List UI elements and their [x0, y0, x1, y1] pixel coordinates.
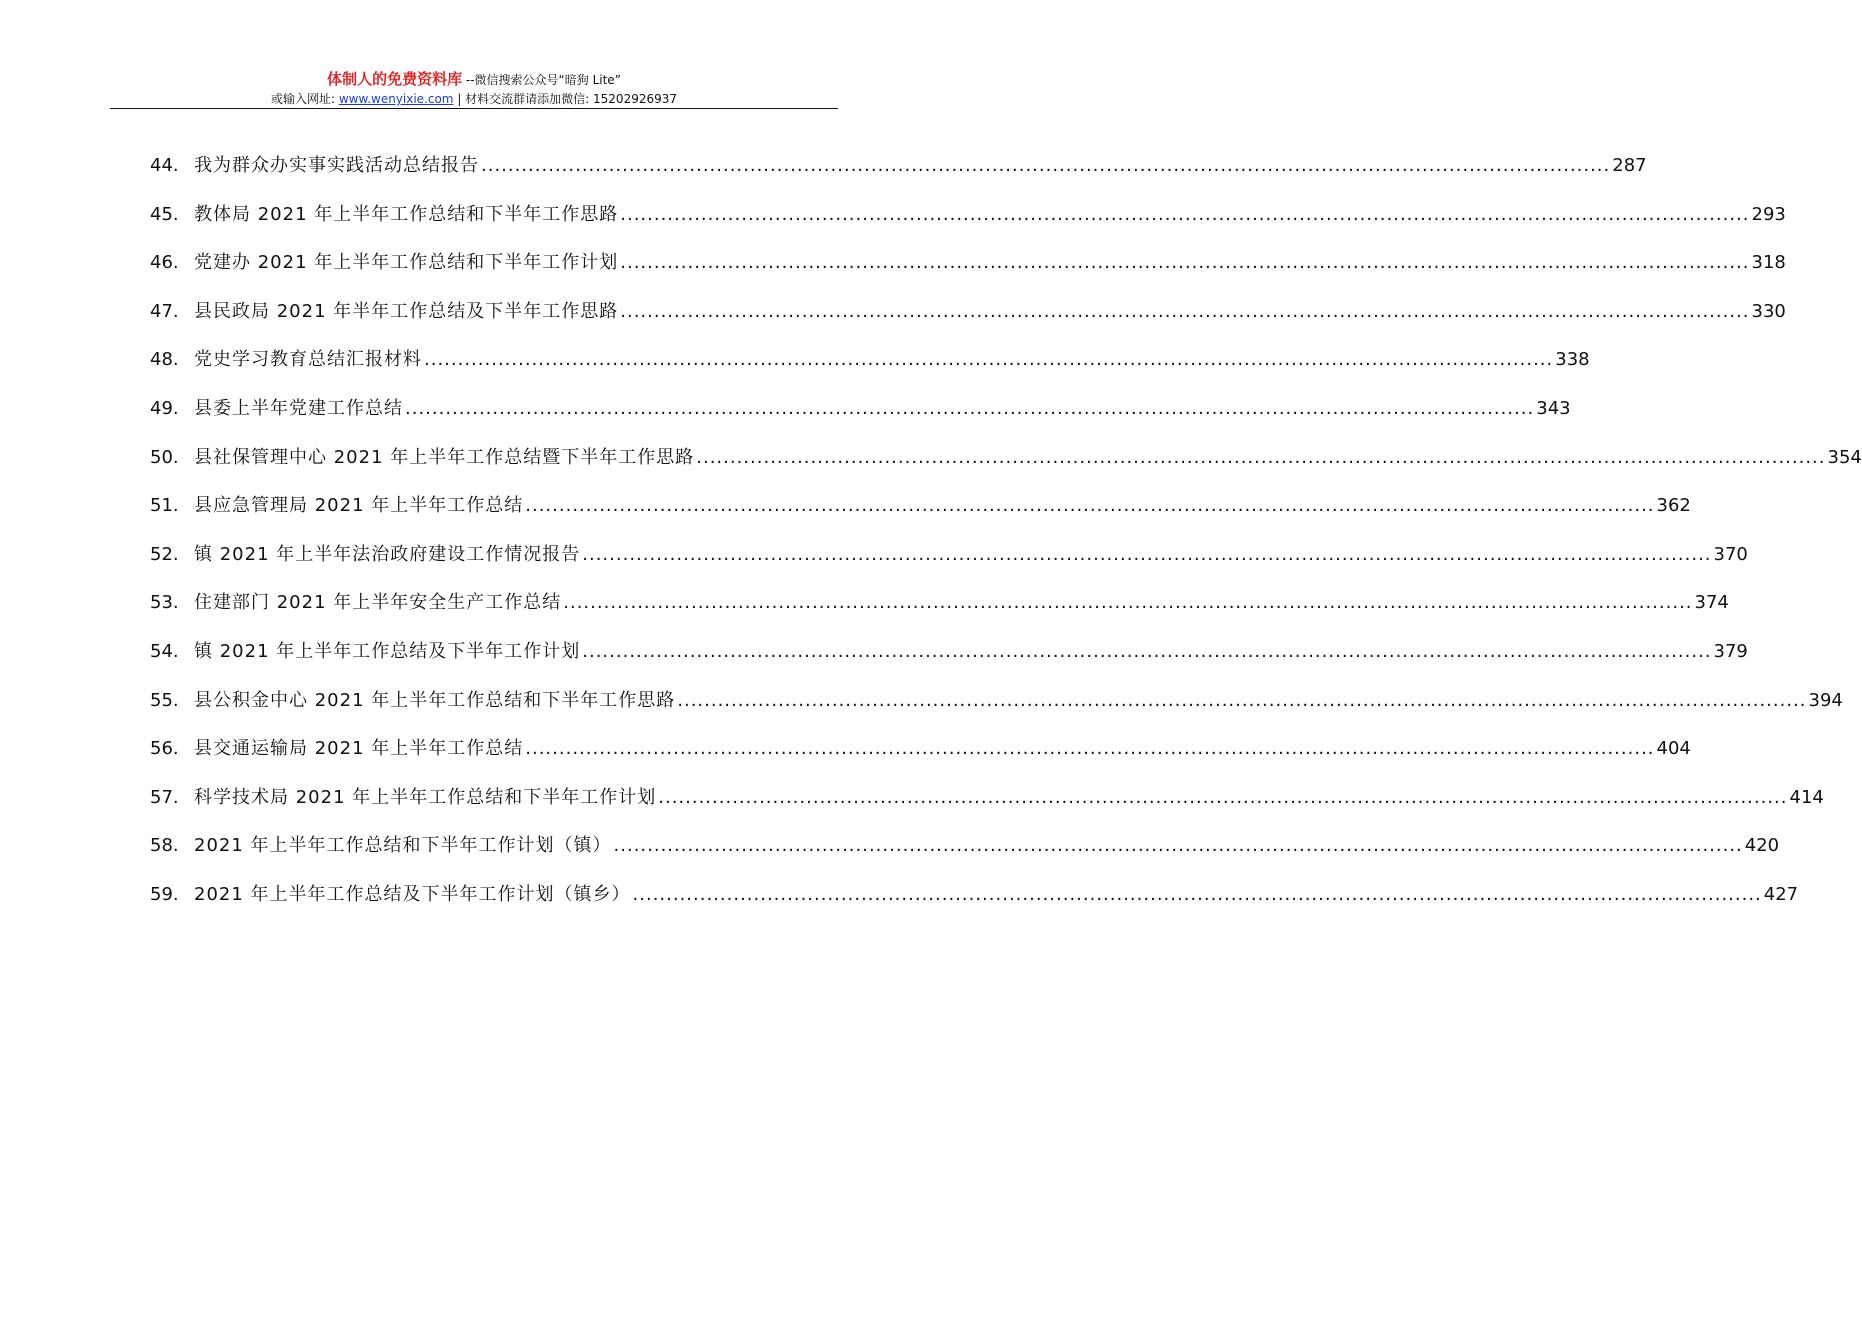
toc-dot-leader	[620, 199, 1749, 231]
toc-entry-title: 镇 2021 年上半年法治政府建设工作情况报告	[194, 543, 581, 565]
toc-entry-page: 354	[1827, 446, 1862, 468]
toc-entry-number: 44.	[150, 155, 179, 176]
toc-entry[interactable]	[150, 393, 1571, 442]
toc-dot-leader	[563, 587, 1692, 619]
contact-info: | 材料交流群请添加微信: 15202926937	[453, 92, 678, 106]
toc-entry[interactable]	[150, 587, 1729, 636]
toc-entry[interactable]	[150, 442, 1862, 491]
toc-entry-title: 县公积金中心 2021 年上半年工作总结和下半年工作思路	[194, 689, 676, 711]
toc-entry-number: 49.	[150, 397, 179, 419]
toc-entry-number: 57.	[150, 786, 179, 808]
toc-entry-title: 县应急管理局 2021 年上半年工作总结	[194, 495, 524, 517]
toc-entry-title: 党史学习教育总结汇报材料	[194, 349, 422, 371]
toc-entry-title: 教体局 2021 年上半年工作总结和下半年工作思路	[194, 203, 619, 225]
toc-entry[interactable]	[150, 199, 1786, 248]
toc-entry-number: 45.	[150, 203, 179, 225]
brand-title: 体制人的免费资料库	[327, 70, 463, 88]
wechat-slogan: --微信搜索公众号“暗狗 Lite”	[462, 73, 621, 87]
toc-entry-number: 54.	[150, 640, 179, 662]
toc-entry[interactable]	[150, 636, 1748, 685]
toc-entry[interactable]	[150, 685, 1843, 734]
toc-entry-title: 2021 年上半年工作总结及下半年工作计划（镇乡）	[194, 883, 631, 905]
toc-entry[interactable]	[150, 247, 1786, 296]
page-header	[110, 70, 838, 107]
website-link[interactable]: www.wenyixie.com	[338, 92, 454, 106]
toc-entry-page: 338	[1555, 349, 1590, 371]
toc-dot-leader	[405, 393, 1534, 425]
toc-entry-number: 48.	[150, 349, 179, 371]
toc-entry-number: 46.	[150, 252, 179, 274]
toc-dot-leader	[424, 344, 1553, 376]
toc-entry[interactable]	[150, 539, 1748, 588]
toc-entry-number: 50.	[150, 446, 179, 468]
toc-entry[interactable]	[150, 733, 1691, 782]
toc-dot-leader	[620, 296, 1749, 328]
toc-entry-title: 2021 年上半年工作总结和下半年工作计划（镇）	[194, 835, 612, 857]
toc-entry-number: 58.	[150, 835, 179, 857]
toc-dot-leader	[582, 539, 1711, 571]
toc-entry[interactable]	[150, 150, 1647, 199]
toc-entry-title: 科学技术局 2021 年上半年工作总结和下半年工作计划	[194, 786, 657, 808]
toc-dot-leader	[658, 782, 1787, 814]
toc-entry-number: 59.	[150, 883, 179, 905]
toc-entry[interactable]	[150, 296, 1786, 345]
toc-entry-title: 镇 2021 年上半年工作总结及下半年工作计划	[194, 640, 581, 662]
header-divider	[110, 108, 838, 109]
toc-dot-leader	[614, 830, 1743, 862]
header-contact-line	[110, 91, 838, 107]
toc-entry-number: 55.	[150, 689, 179, 711]
toc-entry-page: 287	[1612, 155, 1647, 176]
toc-dot-leader	[582, 636, 1711, 668]
toc-dot-leader	[696, 442, 1825, 474]
toc-entry-title: 我为群众办实事实践活动总结报告	[194, 155, 479, 176]
url-prefix: 或输入网址:	[270, 92, 339, 106]
toc-entry[interactable]	[150, 490, 1691, 539]
toc-entry[interactable]	[150, 879, 1799, 928]
toc-entry-page: 379	[1713, 640, 1748, 662]
toc-entry-page: 374	[1694, 592, 1729, 614]
toc-entry-number: 52.	[150, 543, 179, 565]
toc-entry-title: 县社保管理中心 2021 年上半年工作总结暨下半年工作思路	[194, 446, 695, 468]
toc-entry[interactable]	[150, 830, 1780, 879]
toc-entry-number: 56.	[150, 738, 179, 760]
toc-entry-page: 414	[1789, 786, 1824, 808]
toc-entry-page: 420	[1744, 835, 1780, 857]
toc-entry-page: 362	[1656, 495, 1691, 517]
toc-entry-page: 427	[1763, 883, 1799, 905]
toc-entry-number: 51.	[150, 495, 179, 517]
toc-dot-leader	[633, 879, 1762, 911]
toc-entry-title: 县交通运输局 2021 年上半年工作总结	[194, 738, 524, 760]
toc-entry-number: 53.	[150, 592, 179, 614]
toc-entry-title: 县民政局 2021 年半年工作总结及下半年工作思路	[194, 300, 619, 322]
toc-entry-page: 394	[1808, 689, 1843, 711]
toc-entry-title: 党建办 2021 年上半年工作总结和下半年工作计划	[194, 252, 619, 274]
toc-entry-title: 住建部门 2021 年上半年安全生产工作总结	[194, 592, 562, 614]
toc-entry-page: 404	[1656, 738, 1691, 760]
toc-dot-leader	[525, 490, 1654, 522]
toc-entry-page: 318	[1751, 252, 1786, 274]
toc-entry[interactable]	[150, 782, 1824, 831]
toc-dot-leader	[481, 150, 1610, 182]
toc-dot-leader	[620, 247, 1749, 279]
table-of-contents	[150, 150, 1862, 928]
toc-dot-leader	[525, 733, 1654, 765]
toc-entry-number: 47.	[150, 300, 179, 322]
toc-entry-page: 330	[1751, 300, 1786, 322]
toc-entry-title: 县委上半年党建工作总结	[194, 397, 403, 419]
toc-dot-leader	[677, 685, 1806, 717]
toc-entry[interactable]	[150, 344, 1590, 393]
toc-entry-page: 293	[1751, 203, 1786, 225]
toc-entry-page: 343	[1536, 397, 1571, 419]
header-title-line	[110, 70, 838, 90]
toc-entry-page: 370	[1713, 543, 1748, 565]
